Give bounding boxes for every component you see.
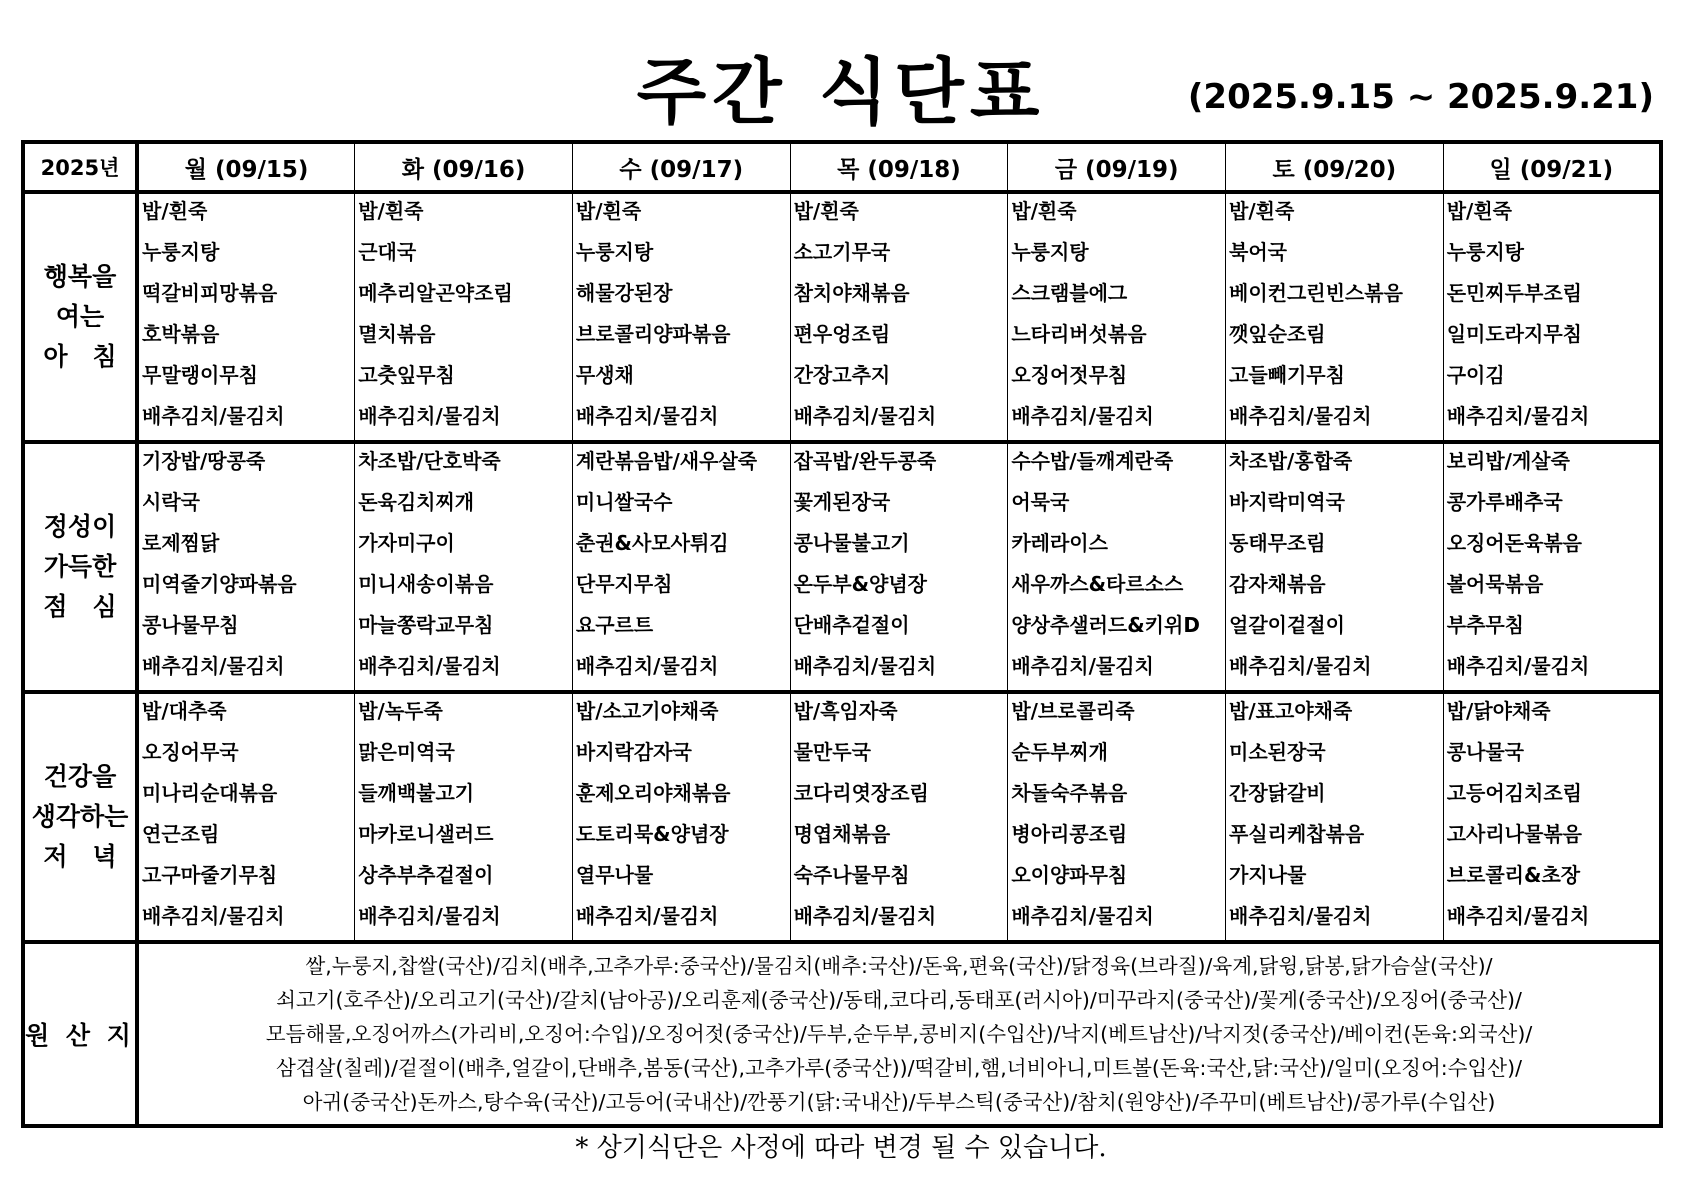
menu-item: 마카로니샐러드 <box>358 822 494 846</box>
menu-item: 배추김치/물김치 <box>1011 404 1154 428</box>
meal-label-line: 정성이 <box>43 512 117 541</box>
menu-cell <box>355 192 573 442</box>
origin-line: 모듬해물,오징어까스(가리비,오징어:수입)/오징어젓(중국산)/두부,순두부,콩비지(수입산)/낙지(베트남산)/낙지젓(중국산)/베이컨(돈육:외국산)/ <box>265 1022 1533 1046</box>
menu-item: 돈육김치찌개 <box>358 490 475 514</box>
menu-cell <box>1443 192 1661 442</box>
menu-period: (2025.9.15 ~ 2025.9.21) <box>1187 77 1654 117</box>
day-header: 수 (09/17) <box>572 142 790 192</box>
menu-item: 오이양파무침 <box>1011 863 1128 887</box>
menu-item: 누룽지탕 <box>142 240 220 264</box>
menu-item: 수수밥/들깨계란죽 <box>1011 449 1174 473</box>
menu-item: 참치야채볶음 <box>793 281 910 305</box>
menu-item: 물만두국 <box>793 740 871 764</box>
meal-label <box>23 692 137 942</box>
change-notice: * 상기식단은 사정에 따라 변경 될 수 있습니다. <box>575 1133 1107 1163</box>
menu-item: 카레라이스 <box>1011 531 1108 555</box>
menu-item: 배추김치/물김치 <box>575 904 719 928</box>
menu-item: 배추김치/물김치 <box>1011 904 1154 928</box>
menu-item: 동태무조림 <box>1229 531 1326 555</box>
menu-item: 열무나물 <box>575 863 654 887</box>
menu-item: 오징어무국 <box>142 740 239 764</box>
menu-item: 차조밥/홍합죽 <box>1229 449 1353 473</box>
menu-item: 꽃게된장국 <box>793 490 891 514</box>
menu-item: 미니쌀국수 <box>575 490 673 514</box>
menu-item: 밥/대추죽 <box>142 699 227 723</box>
menu-item: 바지락미역국 <box>1229 490 1345 514</box>
menu-item: 배추김치/물김치 <box>358 404 501 428</box>
menu-cell <box>137 692 355 942</box>
menu-item: 배추김치/물김치 <box>142 654 285 678</box>
menu-item: 고사리나물볶음 <box>1446 822 1582 846</box>
menu-item: 밥/닭야채죽 <box>1446 699 1551 723</box>
menu-item: 해물강된장 <box>575 281 673 305</box>
day-header: 일 (09/21) <box>1443 142 1661 192</box>
menu-item: 밥/브로콜리죽 <box>1011 699 1135 723</box>
menu-item: 도토리묵&양념장 <box>575 822 729 846</box>
menu-item: 누룽지탕 <box>575 240 654 264</box>
day-header: 금 (09/19) <box>1008 142 1226 192</box>
menu-cell <box>1226 192 1444 442</box>
menu-item: 배추김치/물김치 <box>1229 904 1372 928</box>
menu-item: 배추김치/물김치 <box>1446 654 1590 678</box>
menu-item: 가지나물 <box>1229 863 1307 887</box>
menu-item: 배추김치/물김치 <box>142 904 285 928</box>
menu-item: 근대국 <box>358 240 417 264</box>
menu-item: 숙주나물무침 <box>793 863 910 887</box>
menu-item: 떡갈비피망볶음 <box>142 281 278 305</box>
menu-item: 스크램블에그 <box>1011 281 1128 305</box>
menu-item: 오징어돈육볶음 <box>1446 531 1582 555</box>
origin-label: 원 산 지 <box>23 942 137 1126</box>
origin-line: 쇠고기(호주산)/오리고기(국산)/갈치(남아공)/오리훈제(중국산)/동태,코다리,동태포(러시아)/미꾸라지(중국산)/꽃게(중국산)/오징어(중국산)/ <box>276 988 1522 1012</box>
menu-cell <box>1008 192 1226 442</box>
menu-item: 배추김치/물김치 <box>575 654 719 678</box>
menu-item: 배추김치/물김치 <box>793 654 937 678</box>
menu-item: 단무지무침 <box>575 572 673 596</box>
menu-item: 단배추겉절이 <box>793 613 910 637</box>
menu-item: 무생채 <box>575 363 634 387</box>
menu-item: 콩나물무침 <box>142 613 239 637</box>
menu-item: 들깨백불고기 <box>358 781 475 805</box>
meal-label-line: 생각하는 <box>31 802 129 831</box>
meal-row <box>23 692 1661 942</box>
menu-cell <box>1443 442 1661 692</box>
menu-item: 배추김치/물김치 <box>142 404 285 428</box>
menu-item: 일미도라지무침 <box>1446 322 1582 346</box>
menu-item: 맑은미역국 <box>358 740 455 764</box>
menu-item: 느타리버섯볶음 <box>1011 322 1147 346</box>
menu-cell <box>572 442 790 692</box>
menu-item: 바지락감자국 <box>575 740 692 764</box>
meal-label-line: 점 심 <box>43 592 117 621</box>
menu-item: 온두부&양념장 <box>793 572 927 596</box>
menu-item: 누룽지탕 <box>1446 240 1524 264</box>
menu-cell <box>1226 692 1444 942</box>
origin-line: 삼겹살(칠레)/겉절이(배추,얼갈이,단배추,봄동(국산),고추가루(중국산))/떡갈비,햄,너비아니,미트볼(돈육:국산,닭:국산)/일미(오징어:수입산)/ <box>275 1056 1522 1080</box>
meal-label-line: 저 녁 <box>43 842 117 871</box>
menu-item: 미소된장국 <box>1229 740 1326 764</box>
menu-item: 밥/흰죽 <box>142 199 208 223</box>
menu-item: 밥/소고기야채죽 <box>575 699 719 723</box>
origin-text <box>137 942 1661 1126</box>
menu-item: 밥/흰죽 <box>1011 199 1077 223</box>
day-header: 토 (09/20) <box>1226 142 1444 192</box>
menu-item: 코다리엿장조림 <box>793 781 929 805</box>
menu-item: 배추김치/물김치 <box>358 654 501 678</box>
origin-line: 아귀(중국산)돈까스,탕수육(국산)/고등어(국내산)/깐풍기(닭:국내산)/두부스틱(중국산)/참치(원양산)/주꾸미(베트남산)/콩가루(수입산) <box>302 1090 1496 1114</box>
menu-item: 미니새송이볶음 <box>358 572 494 596</box>
menu-item: 배추김치/물김치 <box>575 404 719 428</box>
menu-item: 배추김치/물김치 <box>1446 904 1590 928</box>
menu-item: 밥/흰죽 <box>358 199 424 223</box>
page-title: 주간 식단표 <box>636 50 1046 134</box>
year-header: 2025년 <box>23 142 137 192</box>
menu-item: 돈민찌두부조림 <box>1446 281 1582 305</box>
day-header: 화 (09/16) <box>355 142 573 192</box>
menu-item: 얼갈이겉절이 <box>1229 613 1345 637</box>
menu-item: 소고기무국 <box>793 240 891 264</box>
menu-item: 로제찜닭 <box>142 531 220 555</box>
menu-item: 병아리콩조림 <box>1011 822 1128 846</box>
menu-cell <box>137 192 355 442</box>
menu-table-body <box>23 142 1661 1126</box>
day-header: 목 (09/18) <box>790 142 1008 192</box>
meal-label <box>23 192 137 442</box>
menu-cell <box>355 442 573 692</box>
menu-item: 어묵국 <box>1011 490 1070 514</box>
menu-item: 밥/녹두죽 <box>358 699 443 723</box>
menu-cell <box>1226 442 1444 692</box>
meal-label-line: 여는 <box>55 302 105 331</box>
menu-cell <box>1008 692 1226 942</box>
menu-item: 상추부추겉절이 <box>358 863 494 887</box>
menu-item: 간장닭갈비 <box>1229 781 1326 805</box>
day-header: 월 (09/15) <box>137 142 355 192</box>
menu-item: 순두부찌개 <box>1011 740 1108 764</box>
menu-item: 밥/흰죽 <box>575 199 642 223</box>
origin-row <box>23 942 1661 1126</box>
menu-cell <box>790 192 1008 442</box>
menu-item: 연근조림 <box>142 822 220 846</box>
meal-row <box>23 442 1661 692</box>
meal-label-line: 아 침 <box>43 342 117 371</box>
menu-item: 밥/흰죽 <box>1229 199 1295 223</box>
menu-item: 요구르트 <box>575 613 654 637</box>
menu-item: 춘권&사모사튀김 <box>575 531 729 555</box>
menu-item: 차조밥/단호박죽 <box>358 449 501 473</box>
menu-item: 배추김치/물김치 <box>793 404 937 428</box>
menu-item: 오징어젓무침 <box>1011 363 1128 387</box>
meal-label-line: 건강을 <box>43 762 117 791</box>
menu-item: 잡곡밥/완두콩죽 <box>793 449 937 473</box>
weekly-menu-table <box>21 140 1663 1128</box>
menu-item: 배추김치/물김치 <box>1229 404 1372 428</box>
menu-item: 고구마줄기무침 <box>142 863 278 887</box>
menu-item: 고들빼기무침 <box>1229 363 1345 387</box>
menu-cell <box>1008 442 1226 692</box>
menu-item: 누룽지탕 <box>1011 240 1089 264</box>
menu-item: 콩나물국 <box>1446 740 1524 764</box>
menu-item: 감자채볶음 <box>1229 572 1326 596</box>
menu-item: 계란볶음밥/새우살죽 <box>575 449 758 473</box>
menu-item: 부추무침 <box>1446 613 1524 637</box>
menu-item: 콩가루배추국 <box>1446 490 1563 514</box>
menu-item: 콩나물불고기 <box>793 531 910 555</box>
menu-item: 배추김치/물김치 <box>358 904 501 928</box>
menu-item: 양상추샐러드&키위D <box>1011 613 1200 637</box>
menu-item: 편우엉조림 <box>793 322 891 346</box>
meal-label <box>23 442 137 692</box>
menu-item: 배추김치/물김치 <box>793 904 937 928</box>
menu-item: 멸치볶음 <box>358 322 436 346</box>
menu-item: 배추김치/물김치 <box>1011 654 1154 678</box>
menu-item: 차돌숙주볶음 <box>1011 781 1128 805</box>
origin-line: 쌀,누룽지,찹쌀(국산)/김치(배추,고추가루:중국산)/물김치(배추:국산)/돈육,편육(국산)/닭정육(브라질)/육계,닭윙,닭봉,닭가슴살(국산)/ <box>305 954 1493 978</box>
meal-row <box>23 192 1661 442</box>
menu-item: 브로콜리양파볶음 <box>575 322 731 346</box>
menu-item: 무말랭이무침 <box>142 363 258 387</box>
menu-item: 배추김치/물김치 <box>1446 404 1590 428</box>
menu-item: 미나리순대볶음 <box>142 781 278 805</box>
menu-item: 구이김 <box>1446 363 1505 387</box>
menu-cell <box>790 442 1008 692</box>
day-header-row <box>23 142 1661 192</box>
menu-item: 푸실리케찹볶음 <box>1229 822 1365 846</box>
menu-item: 메추리알곤약조림 <box>358 281 513 305</box>
menu-item: 브로콜리&초장 <box>1446 863 1581 887</box>
menu-item: 보리밥/게살죽 <box>1446 449 1570 473</box>
menu-item: 밥/흰죽 <box>793 199 859 223</box>
menu-item: 간장고추지 <box>793 363 891 387</box>
meal-label-line: 가득한 <box>43 552 117 581</box>
menu-item: 시락국 <box>142 490 200 514</box>
menu-item: 고등어김치조림 <box>1446 781 1582 805</box>
menu-cell <box>790 692 1008 942</box>
menu-item: 가자미구이 <box>358 531 455 555</box>
meal-label-line: 행복을 <box>43 262 117 291</box>
menu-item: 볼어묵볶음 <box>1446 572 1544 596</box>
menu-item: 고춧잎무침 <box>358 363 455 387</box>
menu-item: 밥/흰죽 <box>1446 199 1512 223</box>
menu-item: 밥/표고야채죽 <box>1229 699 1353 723</box>
menu-cell <box>137 442 355 692</box>
menu-item: 밥/흑임자죽 <box>793 699 898 723</box>
menu-cell <box>1443 692 1661 942</box>
menu-item: 기장밥/땅콩죽 <box>142 449 266 473</box>
menu-cell <box>355 692 573 942</box>
menu-item: 베이컨그린빈스볶음 <box>1229 281 1403 305</box>
menu-item: 마늘쫑락교무침 <box>358 613 494 637</box>
menu-item: 훈제오리야채볶음 <box>575 781 731 805</box>
menu-item: 새우까스&타르소스 <box>1011 572 1184 596</box>
menu-item: 북어국 <box>1229 240 1287 264</box>
menu-item: 호박볶음 <box>142 322 220 346</box>
menu-item: 미역줄기양파볶음 <box>142 572 297 596</box>
menu-item: 깻잎순조림 <box>1229 322 1326 346</box>
menu-item: 배추김치/물김치 <box>1229 654 1372 678</box>
menu-cell <box>572 692 790 942</box>
menu-cell <box>572 192 790 442</box>
menu-item: 명엽채볶음 <box>793 822 891 846</box>
